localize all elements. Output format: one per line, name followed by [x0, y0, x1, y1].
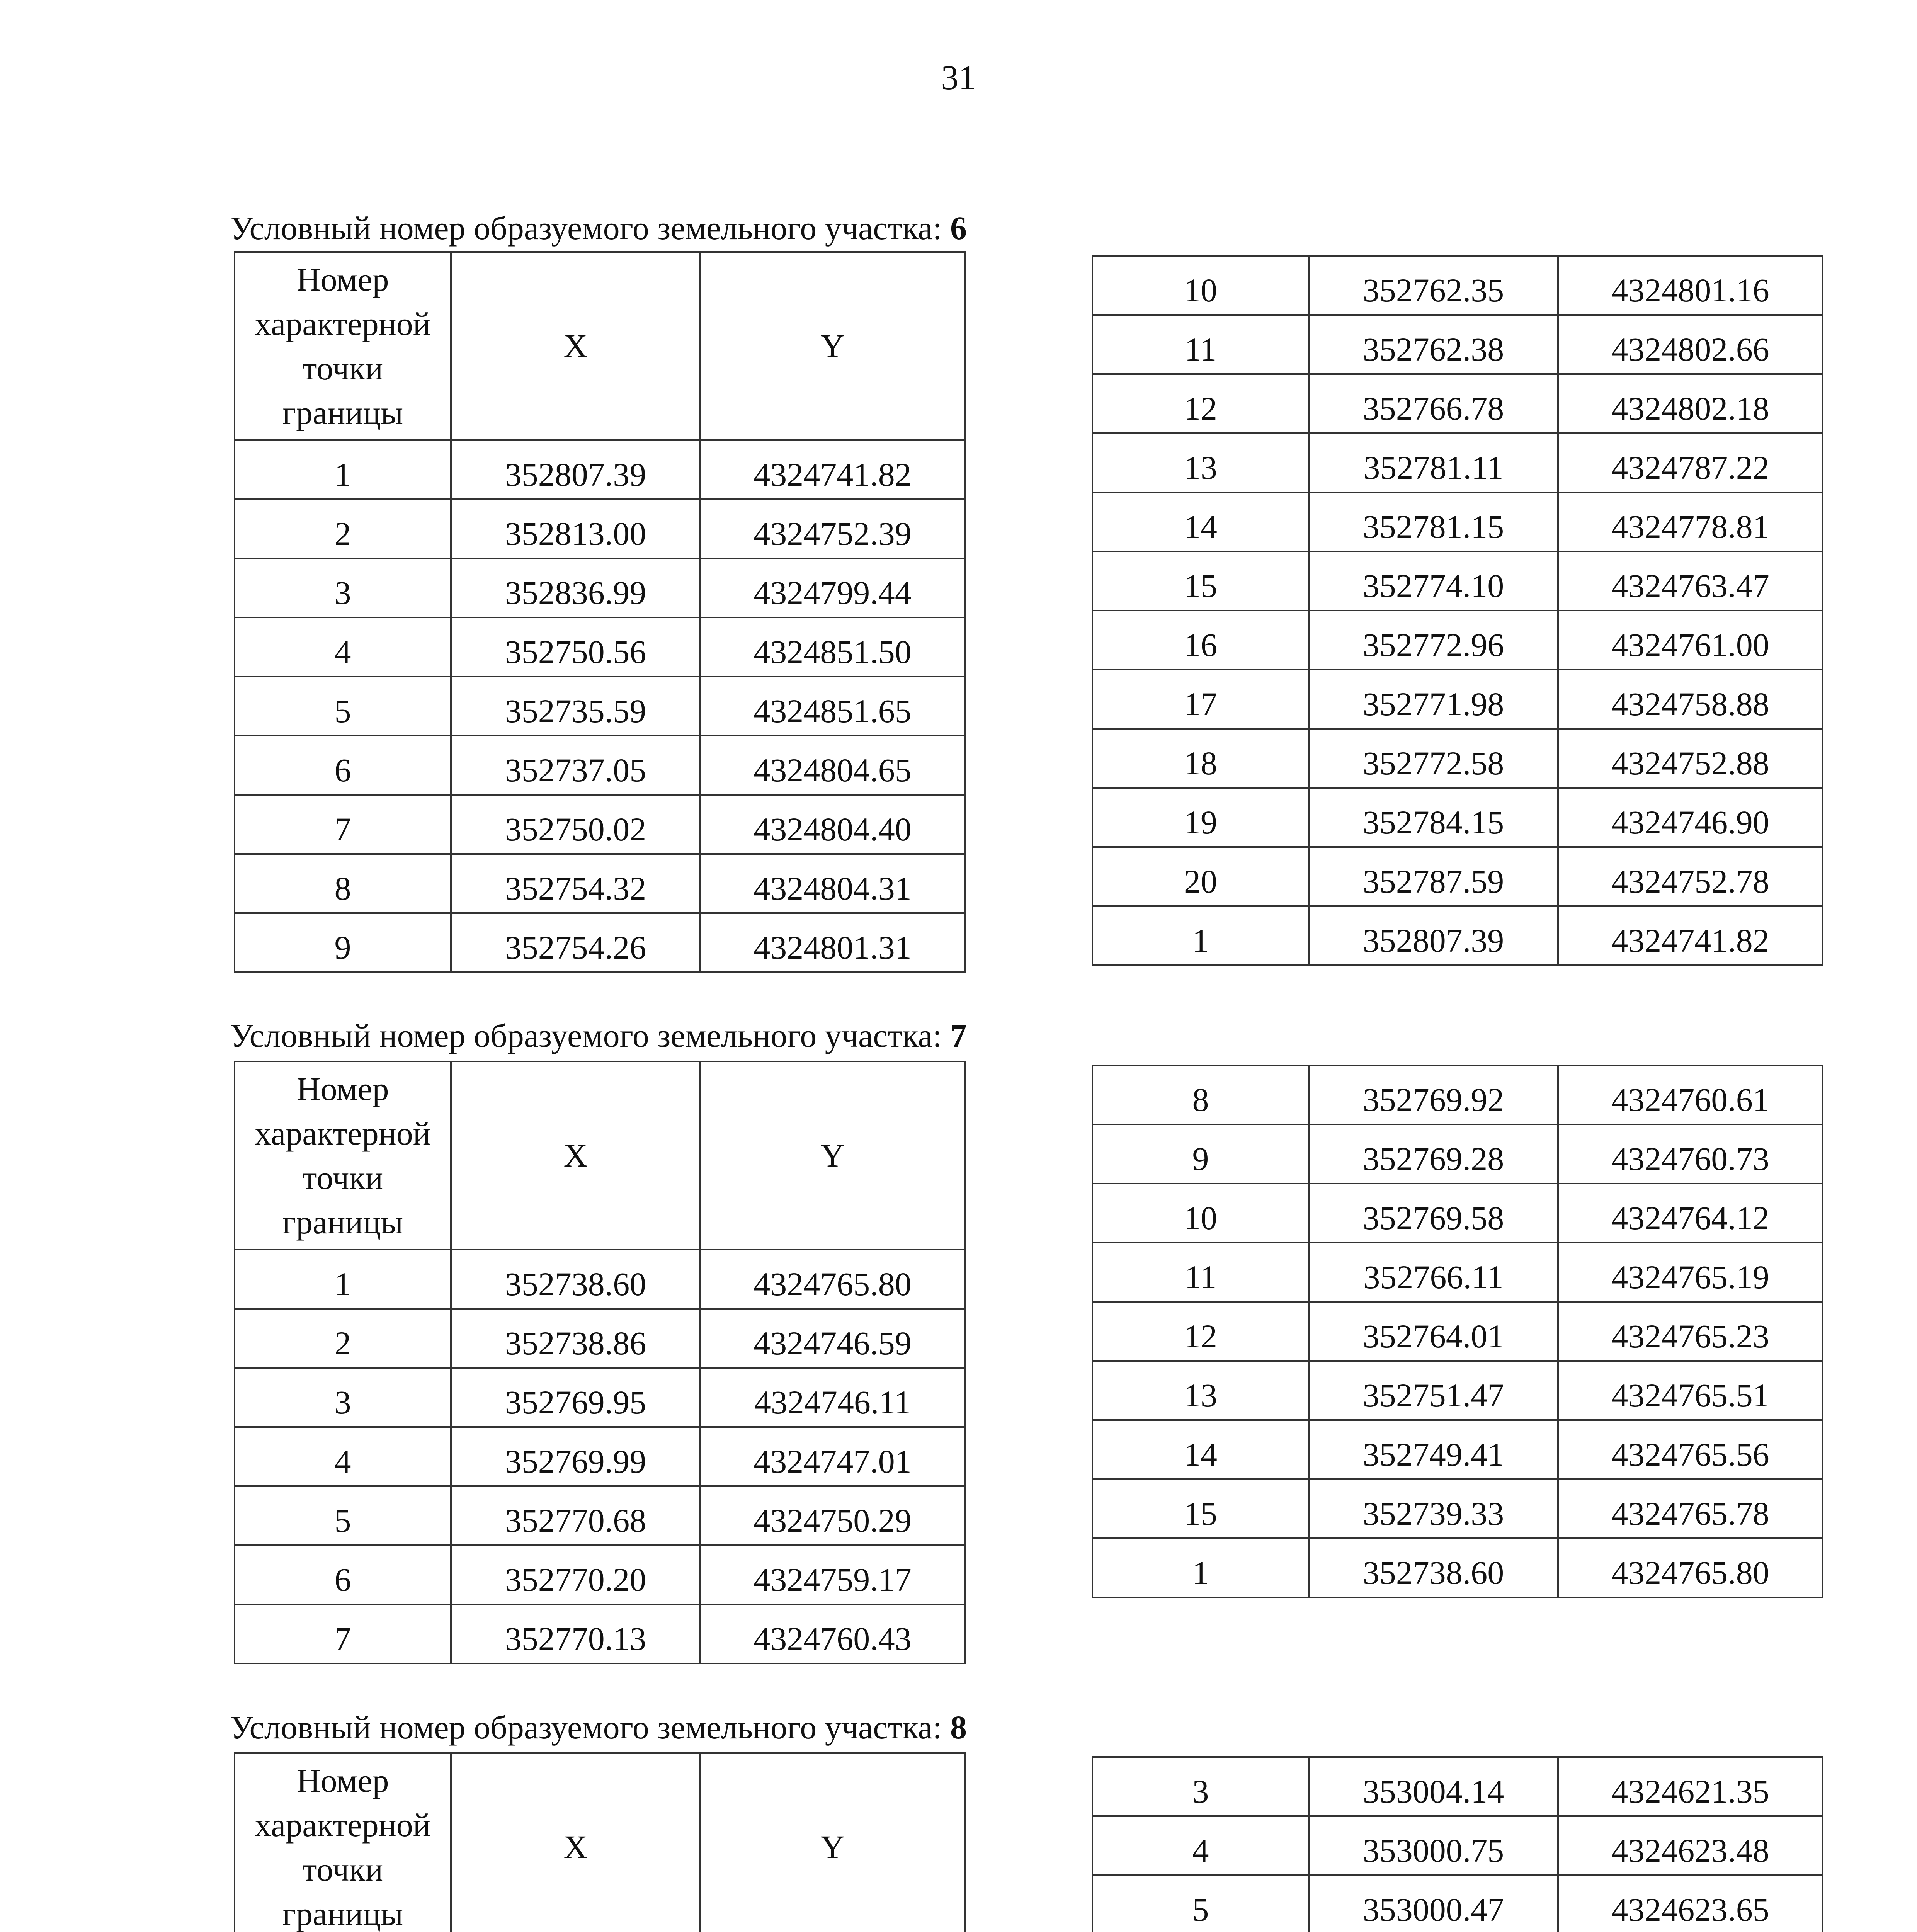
table-row: [235, 558, 965, 617]
y-coordinate-cell: 4324804.65: [700, 736, 965, 795]
x-coordinate-cell: 353004.14: [1309, 1757, 1558, 1816]
point-number-cell: 15: [1092, 551, 1309, 611]
y-header: Y: [700, 252, 965, 440]
point-number-cell: 4: [235, 617, 451, 677]
y-coordinate-cell: 4324621.35: [1558, 1757, 1823, 1816]
y-coordinate-cell: 4324765.19: [1558, 1243, 1823, 1302]
table-row: [1092, 1243, 1823, 1302]
parcel-number: 7: [950, 1017, 967, 1054]
x-coordinate-cell: 352751.47: [1309, 1361, 1558, 1420]
y-coordinate-cell: 4324765.56: [1558, 1420, 1823, 1479]
table-row: [235, 440, 965, 499]
x-coordinate-cell: 353000.75: [1309, 1816, 1558, 1875]
table-row: [1092, 1302, 1823, 1361]
table-row: [235, 1309, 965, 1368]
x-coordinate-cell: 352739.33: [1309, 1479, 1558, 1538]
table-row: [1092, 1538, 1823, 1597]
x-coordinate-cell: 352781.11: [1309, 433, 1558, 492]
point-number-cell: 2: [235, 1309, 451, 1368]
table-row: [1092, 788, 1823, 847]
x-coordinate-cell: 352754.32: [451, 854, 700, 913]
point-number-cell: 8: [235, 854, 451, 913]
x-coordinate-cell: 352750.56: [451, 617, 700, 677]
x-coordinate-cell: 352769.28: [1309, 1124, 1558, 1184]
y-coordinate-cell: 4324799.44: [700, 558, 965, 617]
y-header: Y: [700, 1753, 965, 1932]
x-header: X: [451, 1753, 700, 1932]
point-number-cell: 5: [235, 677, 451, 736]
x-coordinate-cell: 352813.00: [451, 499, 700, 558]
point-number-cell: 6: [235, 1545, 451, 1604]
x-coordinate-cell: 352750.02: [451, 795, 700, 854]
x-coordinate-cell: 352754.26: [451, 913, 700, 972]
x-coordinate-cell: 353000.47: [1309, 1875, 1558, 1932]
point-number-cell: 1: [235, 440, 451, 499]
table-row: [1092, 1361, 1823, 1420]
point-number-cell: 5: [235, 1486, 451, 1545]
table-row: [235, 1604, 965, 1663]
y-coordinate-cell: 4324760.43: [700, 1604, 965, 1663]
point-number-cell: 12: [1092, 1302, 1309, 1361]
coordinates-table-right: [1092, 1065, 1823, 1598]
table-header-row: [235, 1753, 965, 1932]
x-coordinate-cell: 352770.20: [451, 1545, 700, 1604]
y-coordinate-cell: 4324804.31: [700, 854, 965, 913]
table-row: [1092, 670, 1823, 729]
y-coordinate-cell: 4324763.47: [1558, 551, 1823, 611]
x-coordinate-cell: 352772.58: [1309, 729, 1558, 788]
table-row: [1092, 433, 1823, 492]
y-coordinate-cell: 4324741.82: [1558, 906, 1823, 965]
x-coordinate-cell: 352764.01: [1309, 1302, 1558, 1361]
table-row: [1092, 492, 1823, 551]
coordinates-table-left: [234, 1752, 966, 1932]
point-number-cell: 1: [235, 1250, 451, 1309]
parcel-title-text: Условный номер образуемого земельного участка:: [230, 1709, 950, 1746]
x-coordinate-cell: 352772.96: [1309, 611, 1558, 670]
page-number: 31: [941, 59, 976, 97]
y-coordinate-cell: 4324801.31: [700, 913, 965, 972]
x-coordinate-cell: 352807.39: [1309, 906, 1558, 965]
parcel-number: 6: [950, 209, 967, 247]
point-number-cell: 7: [235, 795, 451, 854]
x-header: X: [451, 252, 700, 440]
y-coordinate-cell: 4324787.22: [1558, 433, 1823, 492]
x-coordinate-cell: 352737.05: [451, 736, 700, 795]
x-coordinate-cell: 352769.99: [451, 1427, 700, 1486]
point-number-cell: 8: [1092, 1065, 1309, 1124]
point-number-cell: 3: [235, 1368, 451, 1427]
point-number-header: Номер характерной точки границы: [235, 1061, 451, 1250]
y-coordinate-cell: 4324802.18: [1558, 374, 1823, 433]
y-coordinate-cell: 4324778.81: [1558, 492, 1823, 551]
table-row: [1092, 611, 1823, 670]
point-number-cell: 9: [1092, 1124, 1309, 1184]
x-coordinate-cell: 352749.41: [1309, 1420, 1558, 1479]
x-coordinate-cell: 352766.11: [1309, 1243, 1558, 1302]
x-coordinate-cell: 352769.58: [1309, 1184, 1558, 1243]
y-coordinate-cell: 4324623.48: [1558, 1816, 1823, 1875]
x-coordinate-cell: 352770.13: [451, 1604, 700, 1663]
point-number-cell: 16: [1092, 611, 1309, 670]
table-row: [235, 1486, 965, 1545]
table-row: [1092, 1065, 1823, 1124]
y-coordinate-cell: 4324802.66: [1558, 315, 1823, 374]
parcel-title: [230, 209, 967, 247]
point-number-cell: 15: [1092, 1479, 1309, 1538]
point-number-cell: 3: [235, 558, 451, 617]
y-coordinate-cell: 4324746.59: [700, 1309, 965, 1368]
y-coordinate-cell: 4324851.65: [700, 677, 965, 736]
point-number-cell: 9: [235, 913, 451, 972]
y-coordinate-cell: 4324752.39: [700, 499, 965, 558]
table-row: [235, 1368, 965, 1427]
y-coordinate-cell: 4324741.82: [700, 440, 965, 499]
x-coordinate-cell: 352762.38: [1309, 315, 1558, 374]
x-coordinate-cell: 352807.39: [451, 440, 700, 499]
y-coordinate-cell: 4324752.78: [1558, 847, 1823, 906]
table-row: [1092, 729, 1823, 788]
parcel-title-text: Условный номер образуемого земельного участка:: [230, 1017, 950, 1054]
point-number-cell: 14: [1092, 492, 1309, 551]
coordinates-table-right: [1092, 1756, 1823, 1932]
point-number-cell: 5: [1092, 1875, 1309, 1932]
y-coordinate-cell: 4324623.65: [1558, 1875, 1823, 1932]
y-coordinate-cell: 4324761.00: [1558, 611, 1823, 670]
table-row: [235, 913, 965, 972]
point-number-cell: 4: [235, 1427, 451, 1486]
point-number-header: Номер характерной точки границы: [235, 252, 451, 440]
y-coordinate-cell: 4324764.12: [1558, 1184, 1823, 1243]
y-coordinate-cell: 4324760.73: [1558, 1124, 1823, 1184]
point-number-cell: 11: [1092, 1243, 1309, 1302]
table-row: [1092, 551, 1823, 611]
x-coordinate-cell: 352738.60: [451, 1250, 700, 1309]
point-number-cell: 11: [1092, 315, 1309, 374]
x-coordinate-cell: 352770.68: [451, 1486, 700, 1545]
y-coordinate-cell: 4324752.88: [1558, 729, 1823, 788]
point-number-header: Номер характерной точки границы: [235, 1753, 451, 1932]
x-coordinate-cell: 352738.86: [451, 1309, 700, 1368]
x-coordinate-cell: 352769.92: [1309, 1065, 1558, 1124]
y-coordinate-cell: 4324758.88: [1558, 670, 1823, 729]
x-coordinate-cell: 352774.10: [1309, 551, 1558, 611]
point-number-cell: 3: [1092, 1757, 1309, 1816]
x-coordinate-cell: 352769.95: [451, 1368, 700, 1427]
table-row: [1092, 256, 1823, 315]
table-row: [235, 736, 965, 795]
table-row: [1092, 374, 1823, 433]
x-coordinate-cell: 352762.35: [1309, 256, 1558, 315]
table-row: [235, 677, 965, 736]
y-coordinate-cell: 4324765.51: [1558, 1361, 1823, 1420]
y-coordinate-cell: 4324746.90: [1558, 788, 1823, 847]
point-number-cell: 4: [1092, 1816, 1309, 1875]
table-row: [1092, 906, 1823, 965]
table-row: [1092, 1124, 1823, 1184]
table-header-row: [235, 252, 965, 440]
point-number-cell: 6: [235, 736, 451, 795]
table-row: [235, 854, 965, 913]
point-number-cell: 10: [1092, 256, 1309, 315]
table-row: [235, 617, 965, 677]
point-number-cell: 13: [1092, 433, 1309, 492]
table-row: [1092, 847, 1823, 906]
y-coordinate-cell: 4324746.11: [700, 1368, 965, 1427]
x-coordinate-cell: 352836.99: [451, 558, 700, 617]
point-number-cell: 2: [235, 499, 451, 558]
table-row: [1092, 1757, 1823, 1816]
table-row: [235, 499, 965, 558]
x-coordinate-cell: 352787.59: [1309, 847, 1558, 906]
table-row: [1092, 1875, 1823, 1932]
table-row: [1092, 1816, 1823, 1875]
table-row: [235, 1427, 965, 1486]
x-coordinate-cell: 352784.15: [1309, 788, 1558, 847]
table-row: [1092, 1479, 1823, 1538]
point-number-cell: 19: [1092, 788, 1309, 847]
table-row: [1092, 1184, 1823, 1243]
x-header: X: [451, 1061, 700, 1250]
coordinates-table-left: [234, 251, 966, 973]
table-row: [1092, 1420, 1823, 1479]
point-number-cell: 17: [1092, 670, 1309, 729]
x-coordinate-cell: 352738.60: [1309, 1538, 1558, 1597]
point-number-cell: 10: [1092, 1184, 1309, 1243]
table-row: [1092, 315, 1823, 374]
table-row: [235, 1545, 965, 1604]
y-header: Y: [700, 1061, 965, 1250]
point-number-cell: 14: [1092, 1420, 1309, 1479]
parcel-title: [230, 1708, 967, 1747]
point-number-cell: 13: [1092, 1361, 1309, 1420]
table-header-row: [235, 1061, 965, 1250]
y-coordinate-cell: 4324801.16: [1558, 256, 1823, 315]
table-row: [235, 1250, 965, 1309]
y-coordinate-cell: 4324804.40: [700, 795, 965, 854]
table-row: [235, 795, 965, 854]
parcel-title-text: Условный номер образуемого земельного участка:: [230, 209, 950, 247]
y-coordinate-cell: 4324765.23: [1558, 1302, 1823, 1361]
coordinates-table-right: [1092, 255, 1823, 966]
x-coordinate-cell: 352766.78: [1309, 374, 1558, 433]
y-coordinate-cell: 4324765.78: [1558, 1479, 1823, 1538]
y-coordinate-cell: 4324765.80: [1558, 1538, 1823, 1597]
point-number-cell: 1: [1092, 906, 1309, 965]
point-number-cell: 7: [235, 1604, 451, 1663]
point-number-cell: 12: [1092, 374, 1309, 433]
y-coordinate-cell: 4324851.50: [700, 617, 965, 677]
parcel-number: 8: [950, 1709, 967, 1746]
point-number-cell: 18: [1092, 729, 1309, 788]
parcel-title: [230, 1016, 967, 1055]
y-coordinate-cell: 4324759.17: [700, 1545, 965, 1604]
x-coordinate-cell: 352781.15: [1309, 492, 1558, 551]
y-coordinate-cell: 4324747.01: [700, 1427, 965, 1486]
x-coordinate-cell: 352771.98: [1309, 670, 1558, 729]
point-number-cell: 1: [1092, 1538, 1309, 1597]
y-coordinate-cell: 4324760.61: [1558, 1065, 1823, 1124]
y-coordinate-cell: 4324750.29: [700, 1486, 965, 1545]
y-coordinate-cell: 4324765.80: [700, 1250, 965, 1309]
point-number-cell: 20: [1092, 847, 1309, 906]
coordinates-table-left: [234, 1061, 966, 1664]
x-coordinate-cell: 352735.59: [451, 677, 700, 736]
